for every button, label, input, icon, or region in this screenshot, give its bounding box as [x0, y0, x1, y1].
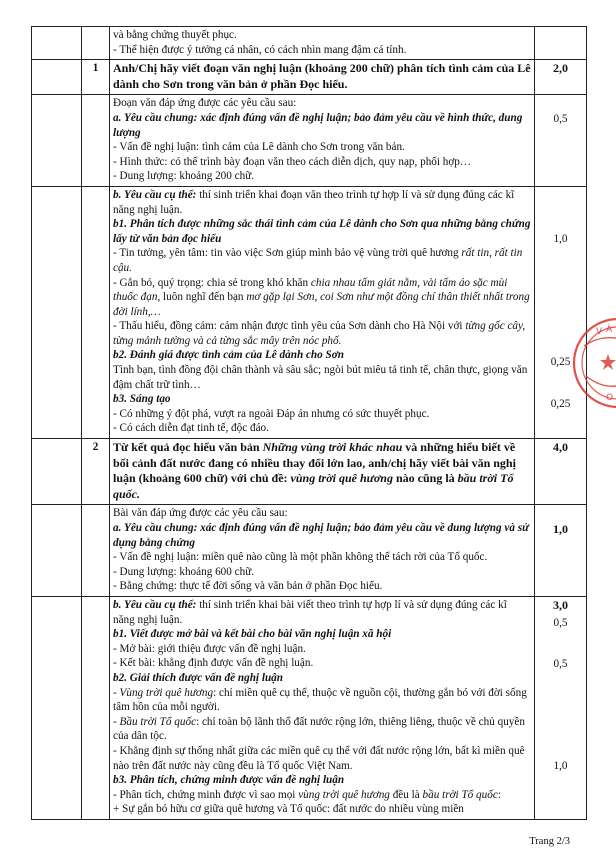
page-number: Trang 2/3	[529, 836, 570, 847]
quote-text: mơ gặp lại Sơn, coi Sơn như một đồng chí thân thiết nhất trong đời lính,…	[113, 291, 530, 318]
criterion-heading: b. Yêu cầu cụ thể:	[113, 598, 197, 611]
criterion-score: 1,0	[553, 522, 568, 537]
detail-text: : chỉ toàn bộ lãnh thổ đất nước rộng lớn, thiêng liêng, thuộc về chủ quyền của dân tộc.	[113, 715, 525, 743]
criterion-score: 1,0	[553, 232, 568, 245]
criterion-score: 0,25	[550, 355, 571, 368]
sub-criterion-heading: b1. Phân tích được những sắc thái tình cảm của Lê dành cho Sơn qua những bằng chứng lấy từ văn bản đọc hiểu	[113, 218, 531, 245]
quote-text: chia nhau tấm giát nằm, vài tấm áo sặc mùi thuốc đạn	[113, 276, 508, 304]
detail-text: - Tin tưởng, yên tâm: tin vào việc Sơn giúp mình bảo vệ vùng trời quê hương	[113, 247, 462, 260]
criterion-score: 0,25	[550, 398, 571, 411]
criterion-score: 0,5	[553, 616, 568, 629]
official-seal-stamp	[556, 316, 616, 411]
criterion-score: 0,5	[553, 657, 568, 670]
criterion-score: 1,0	[553, 760, 568, 773]
criterion-heading: b. Yêu cầu cụ thể:	[113, 188, 197, 201]
detail-text: - Có những ý đột phá, vượt ra ngoài Đáp án nhưng có sức thuyết phục.	[113, 407, 430, 420]
criterion-line: - Bằng chứng: thực tế đời sống và văn bản ở phần Đọc hiểu.	[113, 580, 383, 593]
criterion-text: thí sinh triển khai đoạn văn theo trình tự hợp lí và sử dụng đúng các kĩ năng nghị luận.	[113, 188, 515, 216]
quote-text: Bầu trời Tổ quốc	[119, 715, 197, 728]
criterion-score: 0,5	[553, 113, 568, 126]
sub-criterion-heading: b3. Phân tích, chứng minh được vấn đề nghị luận	[113, 774, 345, 787]
question-prompt: Anh/Chị hãy viết đoạn văn nghị luận (khoảng 200 chữ) phân tích tình cảm của Lê dành cho Sơn trong văn bản ở phần Đọc hiểu.	[113, 61, 531, 91]
sub-criterion-heading: b3. Sáng tạo	[113, 393, 171, 406]
section-intro: Đoạn văn đáp ứng được các yêu cầu sau:	[113, 97, 297, 110]
detail-text: Tình bạn, tình đồng đội chân thành và sâu sắc; ngòi bút miêu tả tinh tế, chân thực, giọng văn đậm chất trữ tình…	[113, 364, 528, 391]
detail-text: - Kết bài: khẳng định được vấn đề nghị luận.	[113, 657, 314, 670]
sub-criterion-heading: b2. Đánh giá được tình cảm của Lê dành cho Sơn	[113, 349, 344, 362]
detail-text: - Thấu hiểu, đồng cảm: cảm nhận được tình yêu của Sơn dành cho Hà Nội với	[113, 320, 466, 333]
quote-text: từng gốc cây, từng mảnh tường và cả từng sắc mây trên nóc phố.	[113, 320, 526, 347]
question-number: 1	[82, 60, 110, 95]
section-intro: Bài văn đáp ứng được các yêu cầu sau:	[113, 507, 288, 520]
criterion-line: - Dung lượng: khoảng 600 chữ.	[113, 565, 255, 578]
detail-text: : chỉ miền quê cụ thể, thuộc về nguồn cội, thường gắn bó với đời sống tâm hồn của mỗi người.	[113, 686, 527, 714]
sub-criterion-heading: b2. Giải thích được vấn đề nghị luận	[113, 671, 283, 684]
detail-text: , luôn nghĩ đến bạn	[157, 291, 247, 304]
svg-text:O: O	[606, 393, 614, 403]
sub-criterion-heading: b1. Viết được mở bài và kết bài cho bài văn nghị luận xã hội	[113, 628, 392, 641]
table-row	[32, 60, 587, 95]
table-row	[32, 95, 587, 187]
table-row	[32, 186, 587, 438]
quote-text: Vùng trời quê hương	[119, 686, 214, 699]
question-prompt: Từ kết quả đọc hiểu văn bản Những vùng trời khác nhau và những hiểu biết về bối cảnh đất nước đang có nhiều thay đổi lớn lao, anh/chị hãy viết bài văn nghị luận (khoảng 600 chữ) với chủ đề: vùng trời quê hương nào cũng là bầu trời Tổ quốc.	[113, 440, 516, 501]
answer-table	[31, 26, 587, 820]
quote-text: bầu trời Tổ quốc	[422, 788, 498, 801]
table-row	[32, 505, 587, 597]
table-row	[32, 439, 587, 505]
criterion-line: - Hình thức: có thể trình bày đoạn văn theo cách diễn dịch, quy nạp, phối hợp…	[113, 155, 472, 168]
continuation-line: và bằng chứng thuyết phục.	[113, 29, 237, 41]
continuation-line: - Thể hiện được ý tưởng cá nhân, có cách nhìn mang đậm cá tính.	[113, 43, 407, 56]
criterion-text: thí sinh triển khai bài viết theo trình tự hợp lí và sử dụng đúng các kĩ năng nghị luận.	[113, 598, 507, 626]
question-number: 2	[82, 439, 110, 505]
question-score: 2,0	[535, 60, 587, 95]
criterion-line: - Vấn đề nghị luận: miền quê nào cũng là một phần không thể tách rời của Tổ quốc.	[113, 551, 488, 564]
criterion-line: - Dung lượng: khoảng 200 chữ.	[113, 170, 255, 183]
table-row: b. Yêu cầu cụ thể: thí sinh triển khai bài viết theo trình tự hợp lí và sử dụng đúng các kĩ năng nghị luận. b1. Viết được mở bài và kết bài cho bài văn nghị luận xã hội - Mở bài: giới thiệu được vấn đề nghị luận. - Kết bài: khẳng định được vấn đề nghị luận. b2. Giải thích được vấn đề nghị luận - Vùng trời quê hương: chỉ miền quê cụ thể, thuộc về nguồn cội, thường gắn bó với đời sống tâm hồn của mỗi người. - Bầu trời Tổ quốc: chỉ toàn bộ lãnh thổ đất nước rộng lớn, thiêng liêng, thuộc về chủ quyền của dân tộc. - Khẳng định sự thống nhất giữa các miền quê cụ thể với đất nước rộng lớn, bất kì miền quê nào trên đất nước này cũng đều là Tổ quốc Việt Nam. b3. Phân tích, chứng minh được vấn đề nghị luận - Phân tích, chứng minh được vì sao mọi vùng trời quê hương đều là bầu trời Tổ quốc: + Sự gắn bó hữu cơ giữa quê hương và Tổ quốc: đất nước do nhiều vùng miền 3,0 0,5 0,5 1,0	[32, 596, 587, 819]
svg-text:V: V	[596, 327, 603, 337]
detail-text: - Mở bài: giới thiệu được vấn đề nghị luận.	[113, 642, 306, 655]
detail-text: - Khẳng định sự thống nhất giữa các miền quê cụ thể với đất nước rộng lớn, bất kì miền quê nào trên đất nước này cũng đều là Tổ quốc Việt Nam.	[113, 744, 525, 772]
svg-text:À: À	[606, 325, 613, 335]
detail-text: - Phân tích, chứng minh được vì sao mọi	[113, 788, 299, 801]
detail-text: - Gắn bó, quý trọng: chia sẻ trong khó khăn	[113, 276, 311, 289]
question-score: 4,0	[535, 439, 587, 505]
table-row	[32, 27, 587, 60]
criterion-score: 3,0	[553, 597, 568, 612]
criterion-heading: a. Yêu cầu chung: xác định đúng vấn đề nghị luận; bảo đảm yêu cầu về hình thức, dung lượng	[113, 111, 523, 139]
criterion-line: - Vấn đề nghị luận: tình cảm của Lê dành cho Sơn trong văn bản.	[113, 141, 405, 154]
quote-text: rất tin, rất tin cậu.	[113, 247, 523, 274]
detail-text: - Có cách diễn đạt tinh tế, độc đáo.	[113, 422, 269, 435]
criteria-cell	[110, 27, 535, 60]
criterion-heading: a. Yêu cầu chung: xác định đúng vấn đề nghị luận; bảo đảm yêu cầu về dung lượng và sử dụng bằng chứng	[113, 522, 529, 549]
quote-text: vùng trời quê hương	[298, 788, 390, 801]
detail-text: + Sự gắn bó hữu cơ giữa quê hương và Tổ quốc: đất nước do nhiều vùng miền	[113, 803, 464, 816]
